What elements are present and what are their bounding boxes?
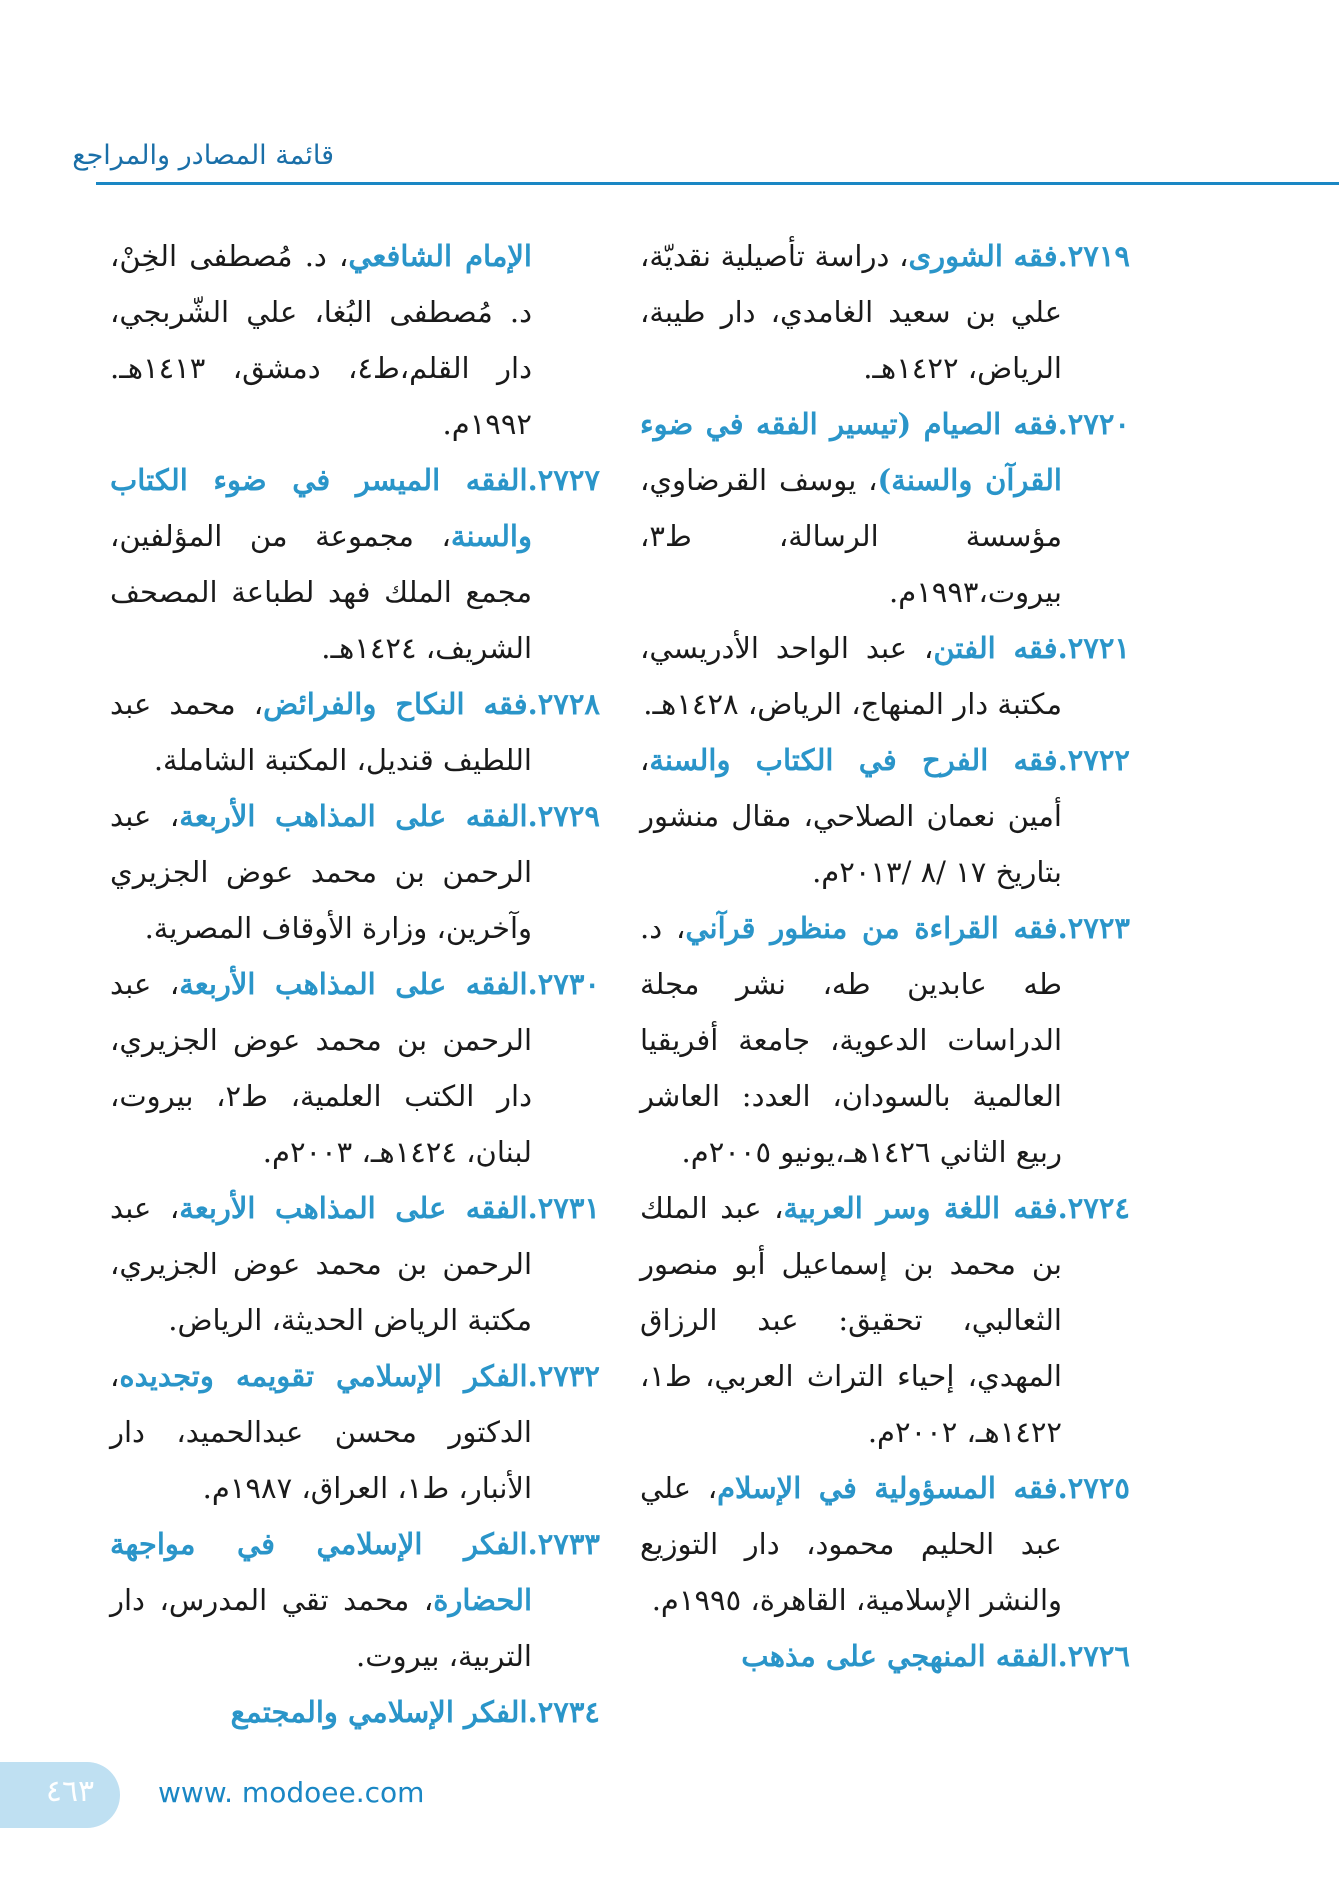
entry-title: الفقه على المذاهب الأربعة (179, 799, 528, 833)
entry-number: ٢٧٢٥. (1057, 1471, 1130, 1505)
entry-details: ، دراسة تأصيلية نقديّة، علي بن سعيد الغامدي، دار طيبة، الرياض، ١٤٢٢هـ. (640, 239, 1062, 385)
reference-entry (640, 1180, 1130, 1460)
entry-number: ٢٧٣٠. (527, 967, 601, 1001)
entry-number: ٢٧٣٤. (527, 1695, 600, 1729)
reference-entry (110, 956, 600, 1180)
entry-title: الفكر الإسلامي تقويمه وتجديده (119, 1359, 528, 1393)
left-column (110, 228, 600, 1740)
entry-details: ، عبد الملك بن محمد بن إسماعيل أبو منصور الثعالبي، تحقيق: عبد الرزاق المهدي، إحياء التراث العربي، ط١، ١٤٢٢هـ، ٢٠٠٢م. (640, 1191, 1062, 1449)
entry-title: فقه القراءة من منظور قرآني (685, 911, 1058, 945)
entry-details: ، محمد تقي المدرس، دار التربية، بيروت. (110, 1583, 532, 1673)
reference-entry (110, 228, 600, 452)
entry-number: ٢٧٢٤. (1057, 1191, 1130, 1225)
entry-number: ٢٧٢٩. (527, 799, 601, 833)
reference-entry (110, 452, 600, 676)
website-url: www. modoee.com (158, 1776, 425, 1809)
entry-title: فقه الشورى (908, 239, 1058, 273)
reference-entry (110, 676, 600, 788)
entry-number: ٢٧٢٠. (1057, 407, 1130, 441)
entry-number: ٢٧٢٦. (1057, 1639, 1130, 1673)
reference-entry (110, 1684, 600, 1740)
entry-details: ، علي عبد الحليم محمود، دار التوزيع والنشر الإسلامية، القاهرة، ١٩٩٥م. (640, 1471, 1062, 1617)
entry-number: ٢٧٢١. (1057, 631, 1130, 665)
entry-title: الفكر الإسلامي والمجتمع (230, 1695, 528, 1729)
reference-entry (640, 1628, 1130, 1684)
entry-title: الفقه المنهجي على مذهب (741, 1639, 1058, 1673)
entry-details: ، مجموعة من المؤلفين، مجمع الملك فهد لطباعة المصحف الشريف، ١٤٢٤هـ. (110, 519, 532, 665)
page-number: ٤٦٣ (45, 1774, 95, 1809)
entry-details: ، عبد الرحمن بن محمد عوض الجزيري، مكتبة الرياض الحديثة، الرياض. (110, 1191, 532, 1337)
reference-entry (110, 1348, 600, 1516)
entry-number: ٢٧٢٢. (1057, 743, 1130, 777)
entry-title: الفكر الإسلامي في مواجهة الحضارة (110, 1527, 532, 1617)
entry-number: ٢٧٣١. (527, 1191, 601, 1225)
running-title: قائمة المصادر والمراجع (72, 140, 334, 171)
entry-details: ، يوسف القرضاوي، مؤسسة الرسالة، ط٣، بيروت،١٩٩٣م. (640, 463, 1062, 609)
reference-entry (110, 1180, 600, 1348)
reference-entry (640, 228, 1130, 396)
entry-details: ، محمد عبد اللطيف قنديل، المكتبة الشاملة. (110, 687, 532, 777)
reference-entry (640, 732, 1130, 900)
reference-entry (640, 900, 1130, 1180)
entry-title: فقه الصيام (تيسير الفقه في ضوء القرآن والسنة) (640, 407, 1062, 497)
right-column (640, 228, 1130, 1684)
entry-title: فقه الفرح في الكتاب والسنة (649, 743, 1058, 777)
entry-number: ٢٧١٩. (1057, 239, 1130, 273)
entry-details: ، الدكتور محسن عبدالحميد، دار الأنبار، ط١، العراق، ١٩٨٧م. (110, 1359, 532, 1505)
entry-details: ، أمين نعمان الصلاحي، مقال منشور بتاريخ ١٧ /٨ /٢٠١٣م. (640, 743, 1062, 889)
entry-number: ٢٧٣٢. (527, 1359, 600, 1393)
references-columns (110, 228, 1130, 1748)
page-header (0, 0, 1339, 200)
entry-number: ٢٧٢٣. (1057, 911, 1131, 945)
reference-entry (640, 1460, 1130, 1628)
entry-number: ٢٧٢٧. (527, 463, 600, 497)
entry-title: الفقه على المذاهب الأربعة (179, 967, 528, 1001)
reference-entry (110, 1516, 600, 1684)
entry-title: الإمام الشافعي (348, 239, 532, 273)
entry-number: ٢٧٣٣. (527, 1527, 600, 1561)
reference-entry (640, 620, 1130, 732)
entry-title: الفقه الميسر في ضوء الكتاب والسنة (110, 463, 532, 553)
entry-number: ٢٧٢٨. (527, 687, 600, 721)
reference-entry (110, 788, 600, 956)
reference-entry (640, 396, 1130, 620)
entry-title: فقه المسؤولية في الإسلام (717, 1471, 1058, 1505)
entry-title: فقه الفتن (933, 631, 1058, 665)
entry-title: الفقه على المذاهب الأربعة (179, 1191, 528, 1225)
entry-details: ، د. مُصطفى الخِنْ، د. مُصطفى البُغا، علي الشّربجي، دار القلم،ط٤، دمشق، ١٤١٣هـ. ١٩٩٢م. (110, 239, 532, 441)
entry-details: ، عبد الواحد الأدريسي، مكتبة دار المنهاج، الرياض، ١٤٢٨هـ. (640, 631, 1062, 721)
header-divider (96, 182, 1339, 185)
entry-title: فقه اللغة وسر العربية (783, 1191, 1058, 1225)
entry-title: فقه النكاح والفرائض (263, 687, 528, 721)
entry-details: ، د. طه عابدين طه، نشر مجلة الدراسات الدعوية، جامعة أفريقيا العالمية بالسودان، العدد: العاشر ربيع الثاني ١٤٢٦هـ،يونيو ٢٠٠٥م. (640, 911, 1062, 1169)
entry-details: ، عبد الرحمن بن محمد عوض الجزيري وآخرين، وزارة الأوقاف المصرية. (110, 799, 532, 945)
entry-details: ، عبد الرحمن بن محمد عوض الجزيري، دار الكتب العلمية، ط٢، بيروت، لبنان، ١٤٢٤هـ، ٢٠٠٣م. (110, 967, 532, 1169)
